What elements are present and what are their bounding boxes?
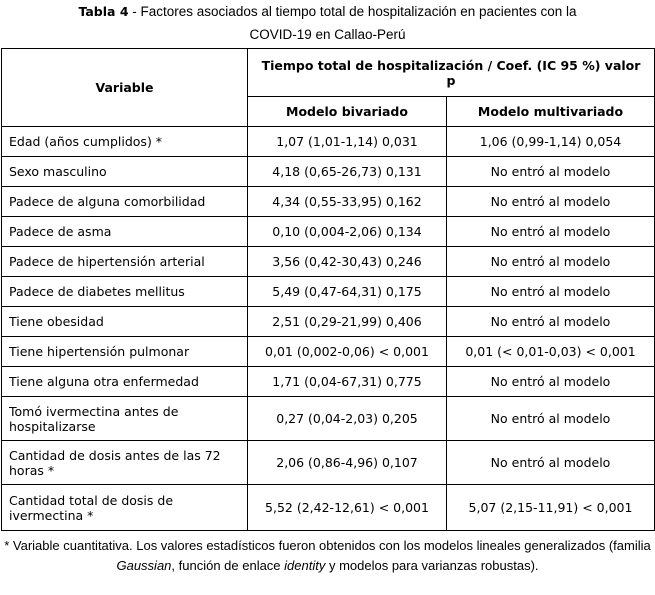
table-footnote: [0, 536, 655, 576]
footnote-text-1: * Variable cuantitativa. Los valores estadísticos fueron obtenidos con los modelos lineales generalizados (familia: [4, 538, 651, 553]
variable-cell: Cantidad total de dosis de ivermectina *: [2, 485, 248, 531]
bivariado-cell: 4,34 (0,55-33,95) 0,162: [248, 187, 447, 217]
footnote-text-2: , función de enlace: [171, 558, 285, 573]
variable-cell: Tiene alguna otra enfermedad: [2, 367, 248, 397]
header-multivariado: Modelo multivariado: [447, 97, 655, 127]
table-row: [2, 127, 655, 157]
footnote-text-3: y modelos para varianzas robustas).: [325, 558, 539, 573]
table-row: [2, 485, 655, 531]
bivariado-cell: 0,27 (0,04-2,03) 0,205: [248, 397, 447, 441]
header-bivariado: Modelo bivariado: [248, 97, 447, 127]
header-group: Tiempo total de hospitalización / Coef. (IC 95 %) valor p: [248, 49, 655, 97]
bivariado-cell: 5,52 (2,42-12,61) < 0,001: [248, 485, 447, 531]
bivariado-cell: 2,51 (0,29-21,99) 0,406: [248, 307, 447, 337]
multivariado-cell: No entró al modelo: [447, 157, 655, 187]
multivariado-cell: No entró al modelo: [447, 441, 655, 485]
multivariado-cell: No entró al modelo: [447, 307, 655, 337]
variable-cell: Padece de alguna comorbilidad: [2, 187, 248, 217]
variable-cell: Cantidad de dosis antes de las 72 horas *: [2, 441, 248, 485]
caption-label: Tabla 4: [78, 4, 129, 19]
bivariado-cell: 3,56 (0,42-30,43) 0,246: [248, 247, 447, 277]
variable-cell: Padece de asma: [2, 217, 248, 247]
multivariado-cell: 1,06 (0,99-1,14) 0,054: [447, 127, 655, 157]
results-table: [1, 48, 655, 531]
variable-cell: Tiene obesidad: [2, 307, 248, 337]
bivariado-cell: 2,06 (0,86-4,96) 0,107: [248, 441, 447, 485]
caption-line-1: [0, 0, 655, 23]
table-row: [2, 187, 655, 217]
variable-cell: Padece de hipertensión arterial: [2, 247, 248, 277]
variable-cell: Tiene hipertensión pulmonar: [2, 337, 248, 367]
table-row: [2, 307, 655, 337]
caption-text: - Factores asociados al tiempo total de hospitalización en pacientes con la: [128, 4, 577, 19]
bivariado-cell: 0,10 (0,004-2,06) 0,134: [248, 217, 447, 247]
variable-cell: Edad (años cumplidos) *: [2, 127, 248, 157]
multivariado-cell: No entró al modelo: [447, 277, 655, 307]
bivariado-cell: 4,18 (0,65-26,73) 0,131: [248, 157, 447, 187]
bivariado-cell: 1,71 (0,04-67,31) 0,775: [248, 367, 447, 397]
caption-line-2: COVID-19 en Callao-Perú: [249, 27, 406, 42]
footnote-link: identity: [284, 558, 326, 573]
multivariado-cell: 5,07 (2,15-11,91) < 0,001: [447, 485, 655, 531]
table-caption: [0, 0, 655, 46]
variable-cell: Padece de diabetes mellitus: [2, 277, 248, 307]
bivariado-cell: 1,07 (1,01-1,14) 0,031: [248, 127, 447, 157]
table-row: [2, 247, 655, 277]
variable-cell: Tomó ivermectina antes de hospitalizarse: [2, 397, 248, 441]
multivariado-cell: No entró al modelo: [447, 187, 655, 217]
table-row: [2, 277, 655, 307]
table-row: [2, 337, 655, 367]
bivariado-cell: 0,01 (0,002-0,06) < 0,001: [248, 337, 447, 367]
header-variable: Variable: [2, 49, 248, 127]
multivariado-cell: 0,01 (< 0,01-0,03) < 0,001: [447, 337, 655, 367]
variable-cell: Sexo masculino: [2, 157, 248, 187]
multivariado-cell: No entró al modelo: [447, 247, 655, 277]
bivariado-cell: 5,49 (0,47-64,31) 0,175: [248, 277, 447, 307]
table-row: [2, 367, 655, 397]
table-row: [2, 441, 655, 485]
multivariado-cell: No entró al modelo: [447, 397, 655, 441]
table-row: [2, 157, 655, 187]
table-row: [2, 217, 655, 247]
multivariado-cell: No entró al modelo: [447, 367, 655, 397]
multivariado-cell: No entró al modelo: [447, 217, 655, 247]
table-row: [2, 397, 655, 441]
footnote-family: Gaussian: [116, 558, 172, 573]
